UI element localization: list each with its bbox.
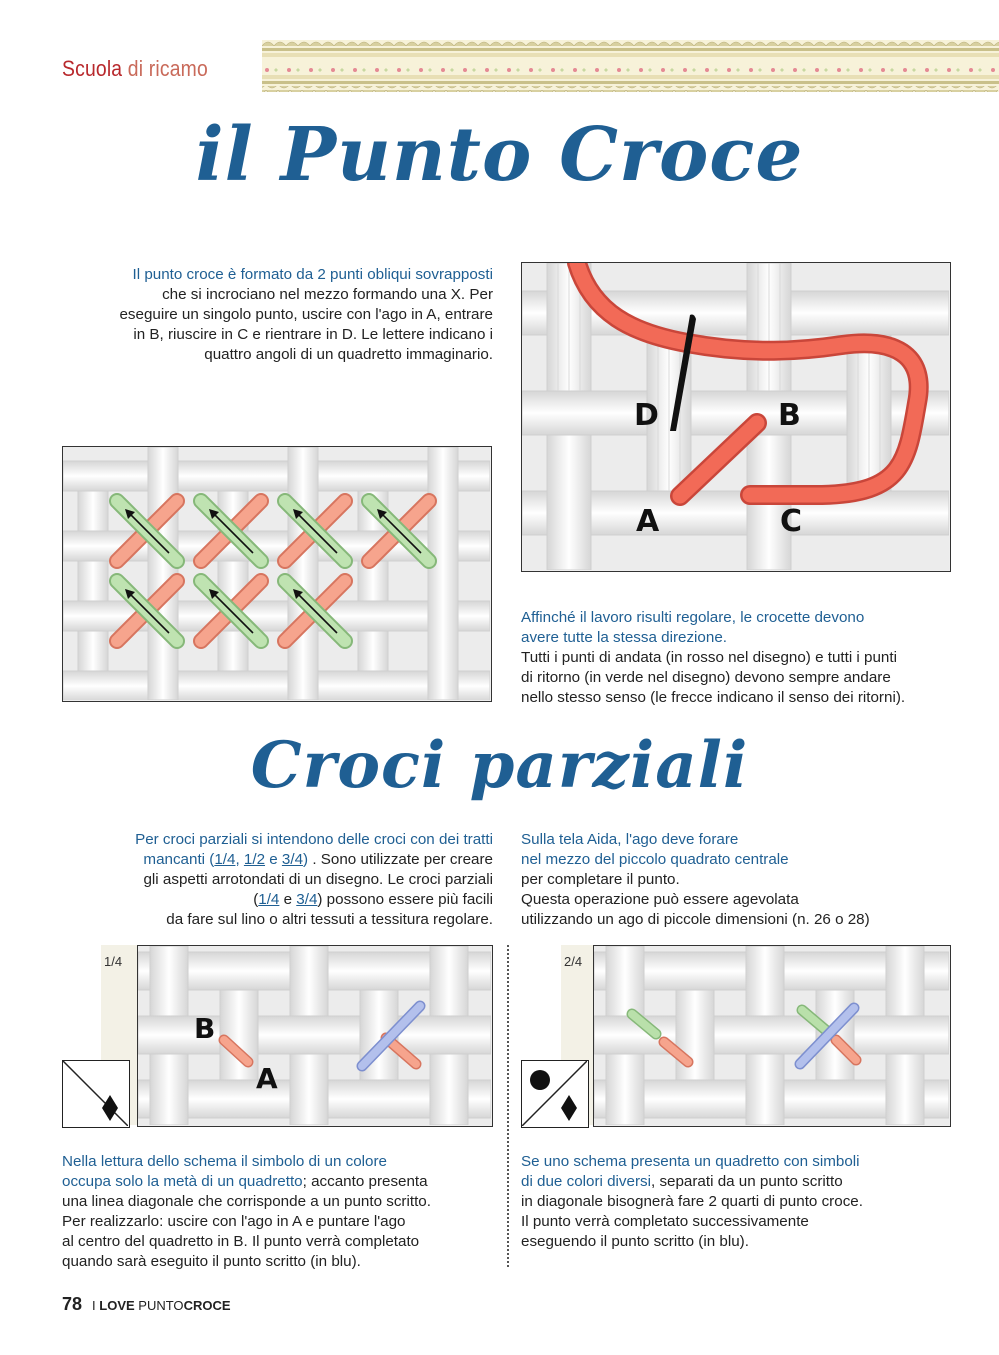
needle-label-c: C bbox=[780, 504, 803, 539]
page-title: il Punto Croce bbox=[195, 112, 804, 198]
aida-line: Questa operazione può essere agevolata bbox=[521, 891, 799, 908]
schema-line: al centro del quadretto in B. Il punto verrà completato bbox=[62, 1233, 420, 1250]
partial-text: ) possono essere più facili bbox=[317, 891, 493, 908]
partial-line: da fare sul lino o altri tessuti a tessitura regolare. bbox=[166, 911, 493, 928]
needle-label-b: B bbox=[778, 398, 801, 433]
publication-croce: CROCE bbox=[183, 1298, 231, 1313]
schema-text: ; accanto presenta bbox=[302, 1173, 428, 1190]
publication-love: LOVE bbox=[99, 1298, 135, 1313]
direction-note bbox=[521, 608, 951, 708]
page-footer bbox=[62, 1294, 231, 1315]
schema-line: quando sarà eseguito il punto scritto (in blu). bbox=[62, 1253, 361, 1270]
half-stitch-svg bbox=[594, 946, 949, 1125]
two-color-paragraph bbox=[521, 1152, 951, 1252]
needle-label-a: A bbox=[636, 504, 660, 539]
section-header-word2: di ricamo bbox=[127, 56, 208, 81]
publication-prefix: I bbox=[92, 1298, 100, 1313]
quarter-stitch-svg bbox=[138, 946, 491, 1125]
partial-text: ( bbox=[253, 891, 259, 908]
schema-line bbox=[62, 1172, 492, 1192]
direction-note-line: avere tutte la stessa direzione. bbox=[521, 629, 727, 646]
partial-text: e bbox=[265, 851, 282, 868]
section-title-partial: Croci parziali bbox=[250, 728, 749, 803]
half-label: 2/4 bbox=[564, 954, 583, 969]
partial-line bbox=[70, 890, 493, 910]
partial-text: e bbox=[279, 891, 297, 908]
two-color-line: eseguendo il punto scritto (in blu). bbox=[521, 1233, 749, 1250]
partial-line bbox=[70, 850, 493, 870]
needle-diagram-svg bbox=[522, 263, 949, 570]
partial-text: . Sono utilizzate per creare bbox=[308, 851, 493, 868]
schema-reading-paragraph bbox=[62, 1152, 492, 1272]
partial-text: ) bbox=[303, 851, 309, 868]
intro-line: che si incrociano nel mezzo formando una X. Per bbox=[162, 286, 493, 303]
half-symbol-square bbox=[521, 1060, 589, 1128]
needle-diagram bbox=[521, 262, 951, 572]
fraction-half: 1/2 bbox=[243, 851, 266, 868]
column-divider bbox=[507, 945, 509, 1267]
diamond-half-symbol-icon bbox=[63, 1061, 128, 1126]
schema-line: Per realizzarlo: uscire con l'ago in A e puntare l'ago bbox=[62, 1213, 406, 1230]
aida-line: Sulla tela Aida, l'ago deve forare bbox=[521, 831, 739, 848]
two-color-line: Se uno schema presenta un quadretto con simboli bbox=[521, 1153, 860, 1170]
two-color-text: di due colori diversi bbox=[521, 1173, 651, 1190]
two-color-text: , separati da un punto scritto bbox=[651, 1173, 843, 1190]
fraction-three-quarter: 3/4 bbox=[296, 891, 318, 908]
direction-note-line: Affinché il lavoro risulti regolare, le crocette devono bbox=[521, 609, 865, 626]
quarter-stitch-diagram bbox=[137, 945, 493, 1127]
two-color-line: in diagonale bisognerà fare 2 quarti di punto croce. bbox=[521, 1193, 863, 1210]
intro-line: eseguire un singolo punto, uscire con l'ago in A, entrare bbox=[119, 306, 493, 323]
schema-text: occupa solo la metà di un quadretto bbox=[62, 1173, 303, 1190]
aida-line: utilizzando un ago di piccole dimensioni (n. 26 o 28) bbox=[521, 911, 870, 928]
needle-label-d: D bbox=[634, 398, 659, 433]
partial-line: Per croci parziali si intendono delle croci con dei tratti bbox=[135, 831, 493, 848]
quarter-label: 1/4 bbox=[104, 954, 123, 969]
two-color-line: Il punto verrà completato successivamente bbox=[521, 1213, 809, 1230]
publication-name bbox=[92, 1298, 230, 1313]
aida-line: per completare il punto. bbox=[521, 871, 680, 888]
cross-stitch-direction-diagram bbox=[62, 446, 492, 702]
intro-paragraph bbox=[70, 265, 493, 365]
quarter-label-b: B bbox=[194, 1012, 216, 1045]
direction-note-line: di ritorno (in verde nel disegno) devono sempre andare bbox=[521, 669, 891, 686]
intro-line: Il punto croce è formato da 2 punti obliqui sovrapposti bbox=[132, 266, 493, 283]
publication-punto: PUNTO bbox=[134, 1298, 184, 1313]
section-header bbox=[62, 56, 208, 82]
schema-line: una linea diagonale che corrisponde a un punto scritto. bbox=[62, 1193, 431, 1210]
schema-line: Nella lettura dello schema il simbolo di un colore bbox=[62, 1153, 388, 1170]
two-color-line bbox=[521, 1172, 951, 1192]
aida-line: nel mezzo del piccolo quadrato centrale bbox=[521, 851, 789, 868]
intro-line: quattro angoli di un quadretto immaginario. bbox=[204, 346, 493, 363]
quarter-label-a: A bbox=[256, 1062, 278, 1095]
partial-crosses-paragraph bbox=[70, 830, 493, 930]
quarter-symbol-square bbox=[62, 1060, 130, 1128]
intro-line: in B, riuscire in C e rientrare in D. Le lettere indicano i bbox=[133, 326, 493, 343]
partial-line: gli aspetti arrotondati di un disegno. Le croci parziali bbox=[143, 871, 493, 888]
page-number: 78 bbox=[62, 1294, 83, 1314]
decorative-ribbon bbox=[262, 40, 999, 92]
fraction-three-quarter: 3/4 bbox=[281, 851, 304, 868]
half-stitch-diagram bbox=[593, 945, 951, 1127]
direction-note-line: nello stesso senso (le frecce indicano il senso dei ritorni). bbox=[521, 689, 906, 706]
aida-paragraph bbox=[521, 830, 951, 930]
section-header-word1: Scuola bbox=[62, 56, 123, 81]
circle-diamond-symbol-icon bbox=[522, 1061, 587, 1126]
cross-stitch-svg bbox=[63, 447, 490, 700]
direction-note-line: Tutti i punti di andata (in rosso nel disegno) e tutti i punti bbox=[521, 649, 897, 666]
partial-text: mancanti ( bbox=[143, 851, 215, 868]
fraction-quarter: 1/4 bbox=[214, 851, 236, 868]
fraction-quarter: 1/4 bbox=[258, 891, 280, 908]
partial-text: , bbox=[235, 851, 244, 868]
